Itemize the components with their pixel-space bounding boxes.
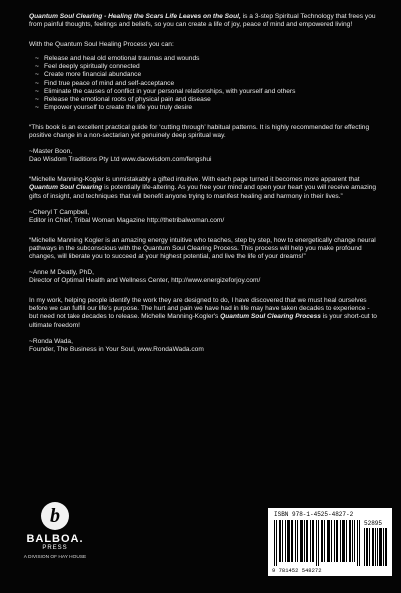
list-item-text: Empower yourself to create the life you truly desire [44, 103, 193, 111]
quote-text: is potentially life-altering. As you free your mind and open your heart you will receive amazing gifts of insight, and techniques that will benefit anyone trying to manifest healing and harmony in their lives.” [29, 184, 377, 200]
intro-text: is a 3-step Spiritual Technology that frees you from painful thoughts, feelings and beliefs, so you can create a life of joy, peace of mind and empowered living! [29, 13, 376, 29]
quote-text: In my work, helping people identify the work they are designed to do, I have discovered that we must heal ourselves before we can fulfill our life's purpose. The hurt and pain we have had in life may have taken decades to experience - but need not take decades to release. Michelle Manning-Kogler's [29, 297, 370, 321]
list-item [35, 80, 379, 88]
list-item-text: Create more financial abundance [44, 71, 142, 79]
list-item [35, 88, 379, 96]
bullet-marker: ~ [35, 95, 39, 103]
list-item-text: Eliminate the causes of conflict in your personal relationships, with yourself and others [44, 87, 296, 95]
testimonial-author: ~Cheryl T Campbell, [29, 208, 90, 216]
isbn-label: ISBN 978-1-4525-4827-2 [274, 511, 354, 518]
list-item [35, 71, 379, 79]
testimonial-quote: “This book is an excellent practical guide for ‘cutting through’ habitual patterns. It is highly recommended for effecting positive change in a non-sectarian yet genuinely deep spiritual way. [29, 123, 370, 140]
testimonial-author: ~Ronda Wada, [29, 337, 73, 345]
ean-barcode-icon [274, 520, 360, 566]
testimonial-author: ~Anne M Deatly, PhD, [29, 269, 94, 277]
bullet-marker: ~ [35, 55, 39, 63]
list-item-text: Find true peace of mind and self-acceptance [44, 79, 175, 87]
testimonial-master-boon [29, 124, 379, 164]
bullet-marker: ~ [35, 63, 39, 71]
testimonial-ronda-wada [29, 297, 379, 354]
price-code: 52895 [364, 520, 383, 527]
testimonial-affiliation: Dao Wisdom Traditions Pty Ltd www.daowisdom.com/fengshui [29, 156, 212, 164]
ean-number: 9 781452 548272 [272, 567, 322, 574]
publisher-mark: b [50, 505, 60, 527]
publisher-press: PRESS [42, 545, 68, 551]
book-title-lead: Quantum Soul Clearing - Healing the Scars Life Leaves on the Soul, [29, 13, 241, 20]
testimonial-author: ~Master Boon, [29, 148, 73, 156]
list-item-text: Release and heal old emotional traumas and wounds [44, 55, 200, 63]
bullet-marker: ~ [35, 71, 39, 79]
balboa-emblem-icon [41, 502, 69, 530]
testimonial-quote [29, 297, 379, 329]
benefits-list [35, 55, 379, 112]
list-item-text: Feel deeply spiritually connected [44, 63, 140, 71]
testimonial-affiliation: Director of Optimal Health and Wellness Center, http://www.energizeforjoy.com/ [29, 277, 261, 285]
publisher-logo [22, 502, 88, 561]
list-item-text: Release the emotional roots of physical pain and disease [44, 95, 211, 103]
publisher-name: BALBOA. [26, 533, 84, 545]
benefits-intro: With the Quantum Soul Healing Process you can: [29, 41, 174, 49]
isbn-barcode [268, 508, 392, 576]
bullet-marker: ~ [35, 79, 39, 87]
book-title-inline: Quantum Soul Clearing [29, 184, 103, 192]
intro-paragraph [29, 13, 379, 29]
bullet-marker: ~ [35, 103, 39, 111]
testimonial-affiliation: Founder, The Business in Your Soul, www.RondaWada.com [29, 345, 204, 353]
list-item [35, 96, 379, 104]
testimonial-anne-deatly [29, 237, 379, 285]
list-item [35, 104, 379, 112]
price-barcode-icon [364, 528, 388, 566]
testimonial-quote: “Michelle Manning Kogler is an amazing energy intuitive who teaches, step by step, how to energetically change neural pathways in the subconscious with the Quantum Soul Clearing Process. This process will help you make profound changes, will liberate you to succeed at your highest potential, and live the life of your dreams!” [29, 236, 376, 260]
bullet-marker: ~ [35, 87, 39, 95]
list-item [35, 63, 379, 71]
book-title-inline: Quantum Soul Clearing Process [220, 313, 321, 321]
testimonial-affiliation: Editor in Chief, Tribal Woman Magazine http://thetribalwoman.com/ [29, 216, 225, 224]
testimonial-cheryl-campbell [29, 176, 379, 224]
back-cover-text [29, 13, 379, 366]
quote-text: is your short-cut to ultimate freedom! [29, 313, 377, 329]
testimonial-quote [29, 176, 379, 200]
quote-text: “Michelle Manning-Kogler is unmistakably a gifted intuitive. With each page turned it becomes more apparent that [29, 176, 360, 184]
publisher-division: A DIVISION OF HAY HOUSE [23, 555, 87, 560]
list-item [35, 55, 379, 63]
